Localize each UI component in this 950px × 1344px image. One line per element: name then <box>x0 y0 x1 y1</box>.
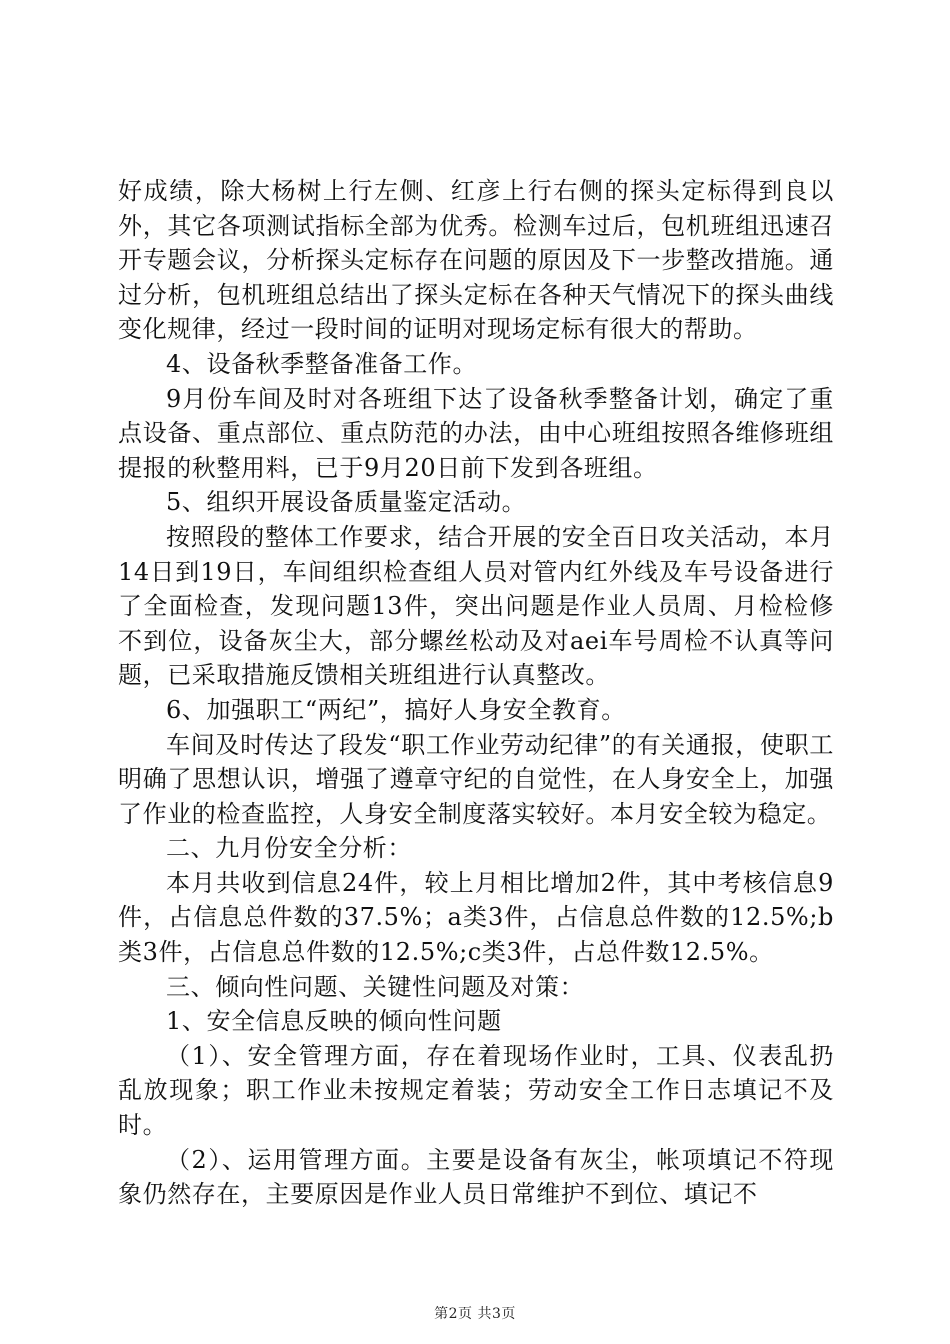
heading-autumn-preparation: 4、设备秋季整备准备工作。 <box>166 349 478 378</box>
paragraph-operation-management: （2）、运用管理方面。主要是设备有灰尘，帐项填记不符现象仍然存在，主要原因是作业人员日常维护不到位、填记不 <box>118 1145 834 1209</box>
document-body <box>118 174 834 1212</box>
paragraph-safety-analysis: 本月共收到信息24件，较上月相比增加2件，其中考核信息9件，占信息总件数的37.5%；a类3件，占信息总件数的12.5%;b类3件，占信息总件数的12.5%;c类3件，占总件数12.5%。 <box>118 868 834 967</box>
heading-tendency-issues: 1、安全信息反映的倾向性问题 <box>166 1007 502 1036</box>
heading-discipline-education: 6、加强职工“两纪”，搞好人身安全教育。 <box>166 695 626 724</box>
paragraph-autumn-plan: 9月份车间及时对各班组下达了设备秋季整备计划，确定了重点设备、重点部位、重点防范的办法，由中心班组按照各维修班组提报的秋整用料，已于9月20日前下发到各班组。 <box>118 384 834 482</box>
paragraph-continuation: 好成绩，除大杨树上行左侧、红彦上行右侧的探头定标得到良以外，其它各项测试指标全部为优秀。检测车过后，包机班组迅速召开专题会议，分析探头定标存在问题的原因及下一步整改措施。通过分析，包机班组总结出了探头定标在各种天气情况下的探头曲线变化规律，经过一段时间的证明对现场定标有很大的帮助。 <box>118 177 834 344</box>
paragraph-quality-inspection: 按照段的整体工作要求，结合开展的安全百日攻关活动，本月14日到19日，车间组织检查组人员对管内红外线及车号设备进行了全面检查，发现问题13件，突出问题是作业人员周、月检检修不到位，设备灰尘大，部分螺丝松动及对aei车号周检不认真等问题，已采取措施反馈相关班组进行认真整改。 <box>118 522 834 690</box>
paragraph-discipline-education: 车间及时传达了段发“职工作业劳动纪律”的有关通报，使职工明确了思想认识，增强了遵章守纪的自觉性，在人身安全上，加强了作业的检查监控，人身安全制度落实较好。本月安全较为稳定。 <box>118 730 834 828</box>
paragraph-safety-management: （1）、安全管理方面，存在着现场作业时，工具、仪表乱扔乱放现象；职工作业未按规定着装；劳动安全工作日志填记不及时。 <box>118 1041 834 1140</box>
heading-issues-countermeasures: 三、倾向性问题、关键性问题及对策： <box>166 972 585 1001</box>
heading-quality-inspection: 5、组织开展设备质量鉴定活动。 <box>166 488 527 517</box>
page-number-footer: 第2页 共3页 <box>434 1306 516 1322</box>
heading-safety-analysis: 二、九月份安全分析： <box>166 834 412 863</box>
